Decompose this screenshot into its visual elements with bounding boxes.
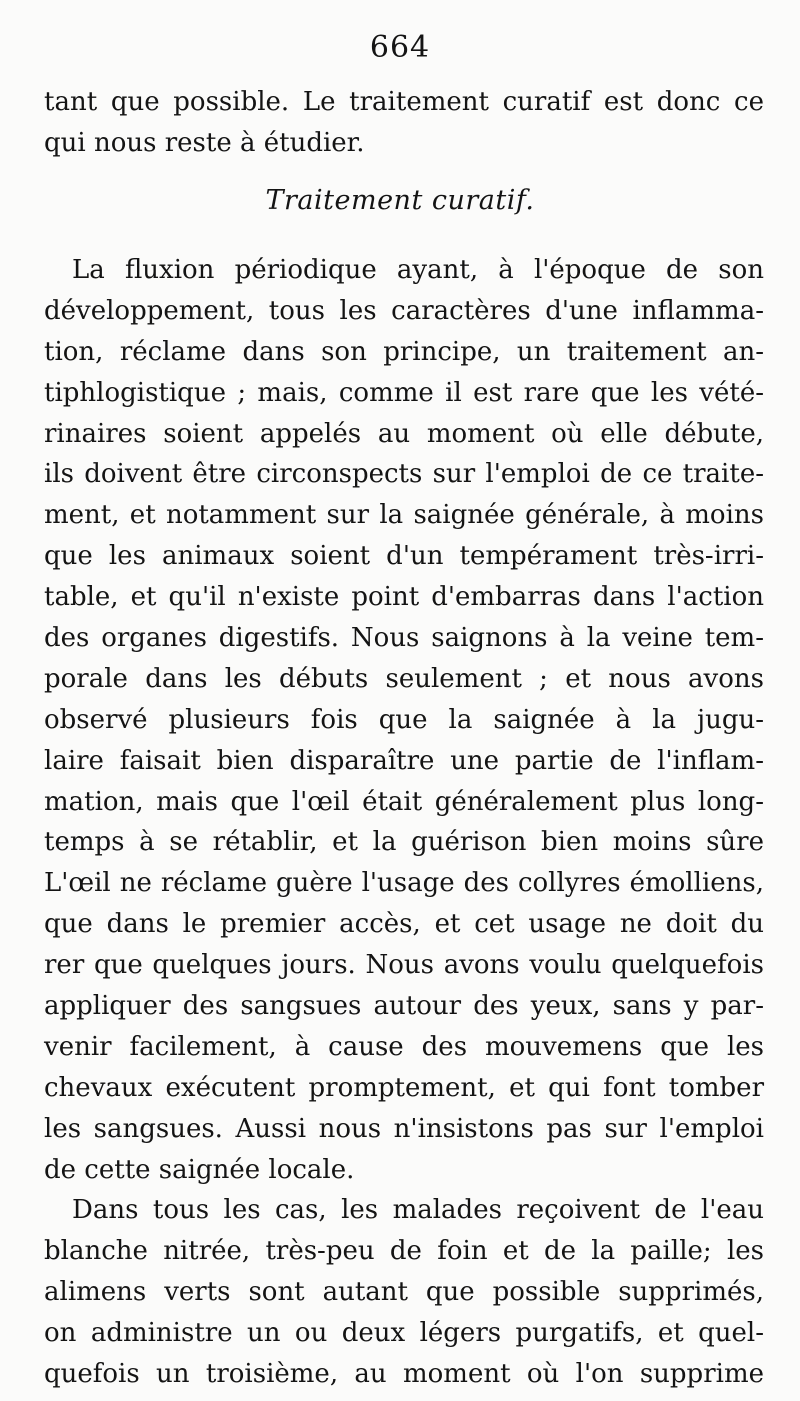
text-line: qui nous reste à étudier. [44,127,365,158]
paragraph-2 [44,1190,764,1394]
text-line: rinaires soient appelés au moment où elle débute, [44,418,764,449]
text-line: porale dans les débuts seulement ; et nous avons [44,663,764,694]
section-heading: Traitement curatif. [265,185,535,216]
text-line: rer que quelques jours. Nous avons voulu quelquefois [44,950,764,981]
text-line: chevaux exécutent promptement, et qui font tomber [44,1072,764,1103]
text-line: alimens verts sont autant que possible supprimés, [44,1277,764,1308]
text-line: table, et qu'il n'existe point d'embarras dans l'action [44,582,764,613]
page-number: 664 [369,30,431,65]
text-line: on administre un ou deux légers purgatifs, et quel- [44,1318,764,1349]
text-line: tiphlogistique ; mais, comme il est rare que les vété- [44,377,764,408]
text-line: ment, et notamment sur la saignée générale, à moins [44,500,764,531]
text-line: des organes digestifs. Nous saignons à la veine tem- [44,623,764,654]
text-line: La fluxion périodique ayant, à l'époque de son [72,255,764,285]
text-line: laire faisait bien disparaître une partie de l'inflam- [44,745,764,776]
text-line: tion, réclame dans son principe, un traitement an- [44,336,764,367]
body-text [44,250,764,1395]
text-line: mation, mais que l'œil était généralement plus long- [44,786,764,817]
text-line: temps à se rétablir, et la guérison bien moins sûre [44,827,764,858]
text-line: que les animaux soient d'un tempérament très-irri- [44,541,764,572]
text-line: que dans le premier accès, et cet usage ne doit du [44,909,764,940]
text-line: L'œil ne réclame guère l'usage des collyres émolliens, [44,868,764,899]
text-line: venir facilement, à cause des mouvemens que les [44,1031,764,1062]
text-line: développement, tous les caractères d'une inflamma- [44,295,764,326]
text-line: Dans tous les cas, les malades reçoivent de l'eau [72,1195,764,1226]
text-line: les sangsues. Aussi nous n'insistons pas sur l'emploi [44,1113,764,1144]
paragraph-1 [44,250,764,1190]
text-line: tant que possible. Le traitement curatif est donc ce [44,87,764,117]
text-line: ils doivent être circonspects sur l'emploi de ce traite- [44,459,764,490]
text-line: quefois un troisième, au moment où l'on supprime [44,1359,764,1390]
text-line: blanche nitrée, très-peu de foin et de la paille; les [44,1236,764,1267]
text-line: appliquer des sangsues autour des yeux, sans y par- [44,991,764,1022]
text-line: de cette saignée locale. [44,1154,355,1185]
text-line: observé plusieurs fois que la saignée à la jugu- [44,704,764,735]
continuation-text [44,82,764,164]
